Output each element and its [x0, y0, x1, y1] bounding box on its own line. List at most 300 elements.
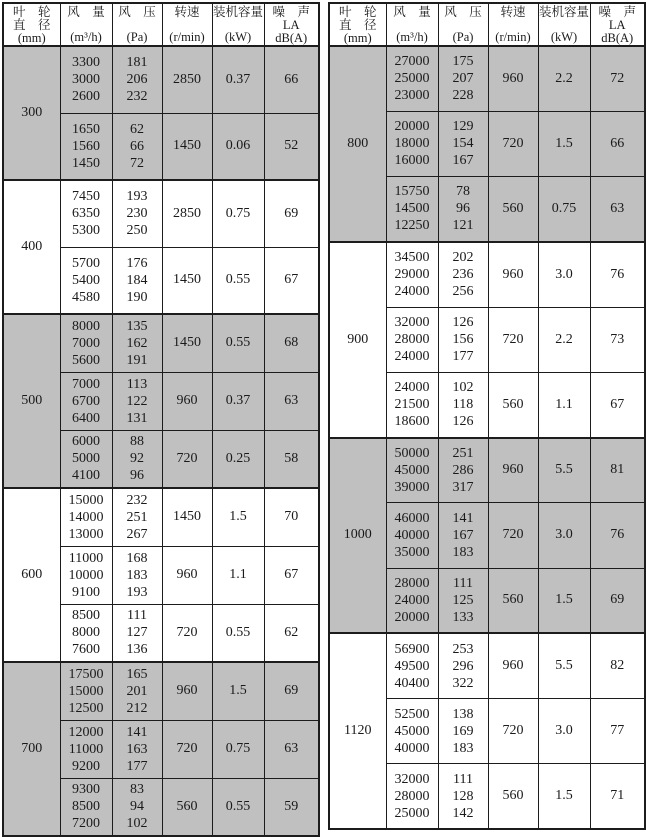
value-line: 88 [130, 434, 144, 450]
pressure-cell [112, 720, 162, 778]
speed-cell: 560 [488, 764, 538, 829]
spec-table-right [328, 2, 646, 830]
value-line: 5700 [72, 255, 100, 271]
value-line: 40400 [394, 675, 430, 691]
value-line: 6000 [72, 434, 100, 450]
pressure-cell [112, 314, 162, 372]
header-speed [488, 3, 538, 46]
noise-cell: 66 [590, 111, 645, 176]
value-line: 126 [452, 414, 474, 430]
noise-cell: 72 [590, 46, 645, 111]
header-title: 直 径 [338, 18, 377, 32]
flow-cell [386, 242, 438, 307]
header-impeller-diameter [329, 3, 386, 46]
value-line: 141 [452, 510, 474, 526]
value-line: 24000 [394, 284, 430, 300]
value-line: 11000 [68, 550, 104, 566]
speed-cell: 960 [488, 438, 538, 503]
speed-cell: 720 [162, 604, 212, 662]
value-line: 122 [126, 393, 148, 409]
noise-cell: 71 [590, 764, 645, 829]
table-body [329, 46, 645, 829]
speed-cell: 960 [488, 46, 538, 111]
diameter-cell: 400 [3, 180, 60, 314]
noise-cell: 63 [264, 372, 319, 430]
power-cell: 2.2 [538, 307, 590, 372]
value-line: 191 [126, 352, 148, 368]
value-line: 175 [452, 54, 474, 70]
pressure-cell [438, 46, 488, 111]
noise-cell: 66 [264, 46, 319, 113]
power-cell: 1.5 [538, 111, 590, 176]
header-air-volume [60, 3, 112, 46]
value-line: 6400 [72, 410, 100, 426]
value-line: 83 [130, 782, 144, 798]
spec-row [3, 180, 319, 247]
value-line: 167 [452, 153, 474, 169]
value-line: 267 [126, 526, 148, 542]
power-cell: 1.5 [538, 764, 590, 829]
diameter-cell: 700 [3, 662, 60, 836]
value-line: 14500 [394, 201, 430, 217]
pressure-cell [112, 662, 162, 720]
value-line: 15000 [68, 492, 104, 508]
value-line: 102 [452, 380, 474, 396]
spec-row [3, 488, 319, 546]
value-line: 35000 [394, 544, 430, 560]
value-line: 28000 [394, 788, 430, 804]
value-line: 49500 [394, 658, 430, 674]
value-line: 167 [452, 527, 474, 543]
table-header [3, 3, 319, 46]
value-line: 6350 [72, 206, 100, 222]
value-line: 15750 [394, 184, 430, 200]
value-line: 193 [126, 189, 148, 205]
header-unit: dB(A) [601, 31, 634, 45]
header-air-volume [386, 3, 438, 46]
value-line: 7450 [72, 189, 100, 205]
value-line: 317 [452, 479, 474, 495]
value-line: 256 [452, 284, 474, 300]
value-line: 96 [456, 201, 470, 217]
power-cell: 1.1 [538, 372, 590, 437]
value-line: 228 [452, 88, 474, 104]
flow-cell [60, 662, 112, 720]
value-line: 7000 [72, 335, 100, 351]
value-line: 17500 [68, 666, 104, 682]
header-air-pressure [438, 3, 488, 46]
speed-cell: 1450 [162, 314, 212, 372]
speed-cell: 960 [162, 662, 212, 720]
value-line: 7000 [72, 376, 100, 392]
power-cell: 0.75 [538, 177, 590, 242]
value-line: 7600 [72, 642, 100, 658]
flow-cell [60, 314, 112, 372]
flow-cell [60, 488, 112, 546]
value-line: 24000 [394, 349, 430, 365]
value-line: 113 [126, 376, 148, 392]
value-line: 286 [452, 462, 474, 478]
value-line: 9100 [72, 584, 100, 600]
pressure-cell [438, 307, 488, 372]
value-line: 251 [126, 509, 148, 525]
speed-cell: 560 [488, 177, 538, 242]
value-line: 165 [126, 666, 148, 682]
flow-cell [60, 46, 112, 113]
value-line: 20000 [394, 609, 430, 625]
noise-cell: 76 [590, 242, 645, 307]
power-cell: 0.06 [212, 113, 264, 180]
power-cell: 5.5 [538, 438, 590, 503]
header-unit: (kW) [224, 30, 252, 44]
flow-cell [60, 778, 112, 836]
value-line: 193 [126, 584, 148, 600]
noise-cell: 69 [590, 568, 645, 633]
table-body [3, 46, 319, 836]
speed-cell: 720 [488, 503, 538, 568]
value-line: 111 [453, 771, 473, 787]
noise-cell: 68 [264, 314, 319, 372]
value-line: 13000 [68, 526, 104, 542]
power-cell: 0.55 [212, 604, 264, 662]
header-installed-capacity [538, 3, 590, 46]
value-line: 3000 [72, 72, 100, 88]
header-unit: (r/min) [495, 30, 531, 44]
power-cell: 2.2 [538, 46, 590, 111]
pressure-cell [112, 113, 162, 180]
header-title: 直 径 [12, 18, 51, 32]
diameter-cell: 500 [3, 314, 60, 488]
header-unit: (Pa) [452, 30, 474, 44]
speed-cell: 560 [488, 372, 538, 437]
value-line: 154 [452, 136, 474, 152]
value-line: 181 [126, 55, 148, 71]
value-line: 12000 [68, 724, 104, 740]
value-line: 34500 [394, 250, 430, 266]
value-line: 8500 [72, 799, 100, 815]
spec-row [3, 46, 319, 113]
noise-cell: 73 [590, 307, 645, 372]
header-title: 噪 声 [598, 5, 636, 19]
value-line: 129 [452, 119, 474, 135]
noise-cell: 81 [590, 438, 645, 503]
value-line: 177 [452, 349, 474, 365]
value-line: 62 [130, 121, 144, 137]
flow-cell [386, 307, 438, 372]
value-line: 4580 [72, 289, 100, 305]
flow-cell [386, 438, 438, 503]
value-line: 1450 [72, 155, 100, 171]
flow-cell [386, 699, 438, 764]
value-line: 15000 [68, 683, 104, 699]
value-line: 96 [130, 468, 144, 484]
value-line: 5400 [72, 272, 100, 288]
value-line: 40000 [394, 740, 430, 756]
speed-cell: 960 [162, 372, 212, 430]
pressure-cell [438, 633, 488, 698]
header-subtitle: LA [608, 18, 626, 32]
value-line: 133 [452, 609, 474, 625]
power-cell: 0.37 [212, 46, 264, 113]
value-line: 126 [452, 315, 474, 331]
power-cell: 0.55 [212, 247, 264, 314]
value-line: 162 [126, 335, 148, 351]
noise-cell: 67 [264, 247, 319, 314]
value-line: 18600 [394, 414, 430, 430]
header-title: 噪 声 [272, 5, 310, 19]
value-line: 25000 [394, 71, 430, 87]
power-cell: 1.1 [212, 546, 264, 604]
diameter-cell: 900 [329, 242, 386, 438]
value-line: 3300 [72, 55, 100, 71]
header-title: 风 压 [118, 5, 156, 19]
flow-cell [386, 568, 438, 633]
value-line: 183 [126, 567, 148, 583]
value-line: 16000 [394, 153, 430, 169]
value-line: 102 [126, 816, 148, 832]
value-line: 72 [130, 155, 144, 171]
value-line: 40000 [394, 527, 430, 543]
value-line: 232 [126, 89, 148, 105]
value-line: 7200 [72, 816, 100, 832]
header-title: 叶 轮 [12, 5, 51, 19]
flow-cell [386, 111, 438, 176]
value-line: 128 [452, 788, 474, 804]
noise-cell: 63 [264, 720, 319, 778]
speed-cell: 560 [162, 778, 212, 836]
value-line: 202 [452, 250, 474, 266]
pressure-cell [112, 46, 162, 113]
pressure-cell [438, 568, 488, 633]
value-line: 24000 [394, 380, 430, 396]
value-line: 46000 [394, 510, 430, 526]
value-line: 207 [452, 71, 474, 87]
noise-cell: 63 [590, 177, 645, 242]
header-subtitle: LA [282, 18, 300, 32]
power-cell: 0.55 [212, 314, 264, 372]
flow-cell [60, 113, 112, 180]
header-unit: (mm) [17, 31, 46, 45]
value-line: 201 [126, 683, 148, 699]
value-line: 230 [126, 206, 148, 222]
value-line: 111 [453, 575, 473, 591]
value-line: 184 [126, 272, 148, 288]
header-row [3, 3, 319, 46]
value-line: 45000 [394, 723, 430, 739]
value-line: 12250 [394, 218, 430, 234]
value-line: 23000 [394, 88, 430, 104]
value-line: 136 [126, 642, 148, 658]
speed-cell: 560 [488, 568, 538, 633]
value-line: 1650 [72, 121, 100, 137]
header-unit: dB(A) [275, 31, 308, 45]
value-line: 163 [126, 741, 148, 757]
header-title: 转速 [500, 5, 526, 19]
value-line: 39000 [394, 479, 430, 495]
value-line: 2600 [72, 89, 100, 105]
header-title: 转速 [174, 5, 200, 19]
value-line: 250 [126, 223, 148, 239]
value-line: 177 [126, 758, 148, 774]
noise-cell: 82 [590, 633, 645, 698]
pressure-cell [112, 430, 162, 488]
pressure-cell [112, 180, 162, 247]
noise-cell: 58 [264, 430, 319, 488]
flow-cell [386, 633, 438, 698]
header-title: 风 量 [67, 5, 105, 19]
flow-cell [386, 764, 438, 829]
value-line: 141 [126, 724, 148, 740]
flow-cell [60, 720, 112, 778]
header-unit: (mm) [343, 31, 372, 45]
noise-cell: 69 [264, 180, 319, 247]
flow-cell [60, 247, 112, 314]
noise-cell: 70 [264, 488, 319, 546]
pressure-cell [438, 177, 488, 242]
speed-cell: 960 [162, 546, 212, 604]
pressure-cell [438, 699, 488, 764]
power-cell: 0.25 [212, 430, 264, 488]
value-line: 24000 [394, 592, 430, 608]
power-cell: 1.5 [212, 488, 264, 546]
header-unit: (m³/h) [396, 30, 428, 44]
spec-row [329, 242, 645, 307]
power-cell: 1.5 [538, 568, 590, 633]
value-line: 18000 [394, 136, 430, 152]
header-unit: (m³/h) [70, 30, 102, 44]
header-title: 装机容量 [538, 5, 589, 19]
value-line: 9200 [72, 758, 100, 774]
value-line: 32000 [394, 315, 430, 331]
value-line: 131 [126, 410, 148, 426]
value-line: 253 [452, 641, 474, 657]
flow-cell [60, 180, 112, 247]
noise-cell: 77 [590, 699, 645, 764]
diameter-cell: 600 [3, 488, 60, 662]
value-line: 52500 [394, 706, 430, 722]
value-line: 121 [452, 218, 474, 234]
power-cell: 5.5 [538, 633, 590, 698]
spec-row [3, 662, 319, 720]
header-unit: (Pa) [126, 30, 148, 44]
speed-cell: 2850 [162, 180, 212, 247]
flow-cell [386, 46, 438, 111]
value-line: 125 [452, 592, 474, 608]
header-title: 风 量 [393, 5, 431, 19]
noise-cell: 59 [264, 778, 319, 836]
value-line: 21500 [394, 397, 430, 413]
power-cell: 3.0 [538, 242, 590, 307]
value-line: 183 [452, 544, 474, 560]
value-line: 66 [130, 138, 144, 154]
power-cell: 0.75 [212, 180, 264, 247]
noise-cell: 62 [264, 604, 319, 662]
value-line: 251 [452, 445, 474, 461]
power-cell: 3.0 [538, 699, 590, 764]
value-line: 78 [456, 184, 470, 200]
pressure-cell [438, 111, 488, 176]
value-line: 176 [126, 255, 148, 271]
pressure-cell [438, 503, 488, 568]
spec-row [329, 438, 645, 503]
value-line: 27000 [394, 54, 430, 70]
pressure-cell [112, 604, 162, 662]
speed-cell: 720 [162, 720, 212, 778]
value-line: 14000 [68, 509, 104, 525]
header-unit: (kW) [550, 30, 578, 44]
value-line: 9300 [72, 782, 100, 798]
pressure-cell [438, 764, 488, 829]
value-line: 138 [452, 706, 474, 722]
speed-cell: 720 [488, 111, 538, 176]
flow-cell [60, 604, 112, 662]
speed-cell: 960 [488, 633, 538, 698]
noise-cell: 67 [264, 546, 319, 604]
value-line: 20000 [394, 119, 430, 135]
power-cell: 1.5 [212, 662, 264, 720]
value-line: 94 [130, 799, 144, 815]
flow-cell [386, 372, 438, 437]
table-header [329, 3, 645, 46]
noise-cell: 52 [264, 113, 319, 180]
speed-cell: 720 [488, 699, 538, 764]
header-speed [162, 3, 212, 46]
speed-cell: 2850 [162, 46, 212, 113]
spec-row [3, 314, 319, 372]
value-line: 5000 [72, 451, 100, 467]
value-line: 236 [452, 267, 474, 283]
value-line: 169 [452, 723, 474, 739]
flow-cell [386, 503, 438, 568]
value-line: 4100 [72, 468, 100, 484]
pressure-cell [112, 546, 162, 604]
value-line: 142 [452, 805, 474, 821]
diameter-cell: 1000 [329, 438, 386, 634]
header-impeller-diameter [3, 3, 60, 46]
value-line: 25000 [394, 805, 430, 821]
power-cell: 3.0 [538, 503, 590, 568]
value-line: 322 [452, 675, 474, 691]
header-noise [590, 3, 645, 46]
value-line: 183 [452, 740, 474, 756]
value-line: 212 [126, 700, 148, 716]
value-line: 296 [452, 658, 474, 674]
value-line: 190 [126, 289, 148, 305]
noise-cell: 76 [590, 503, 645, 568]
diameter-cell: 800 [329, 46, 386, 242]
pressure-cell [112, 488, 162, 546]
header-row [329, 3, 645, 46]
value-line: 232 [126, 492, 148, 508]
pressure-cell [438, 372, 488, 437]
power-cell: 0.75 [212, 720, 264, 778]
spec-row [329, 633, 645, 698]
value-line: 118 [452, 397, 474, 413]
value-line: 206 [126, 72, 148, 88]
value-line: 50000 [394, 445, 430, 461]
flow-cell [386, 177, 438, 242]
pressure-cell [112, 778, 162, 836]
value-line: 11000 [68, 741, 104, 757]
header-unit: (r/min) [169, 30, 205, 44]
value-line: 111 [127, 608, 147, 624]
value-line: 135 [126, 318, 148, 334]
speed-cell: 960 [488, 242, 538, 307]
value-line: 92 [130, 451, 144, 467]
header-title: 风 压 [444, 5, 482, 19]
value-line: 28000 [394, 575, 430, 591]
speed-cell: 1450 [162, 488, 212, 546]
